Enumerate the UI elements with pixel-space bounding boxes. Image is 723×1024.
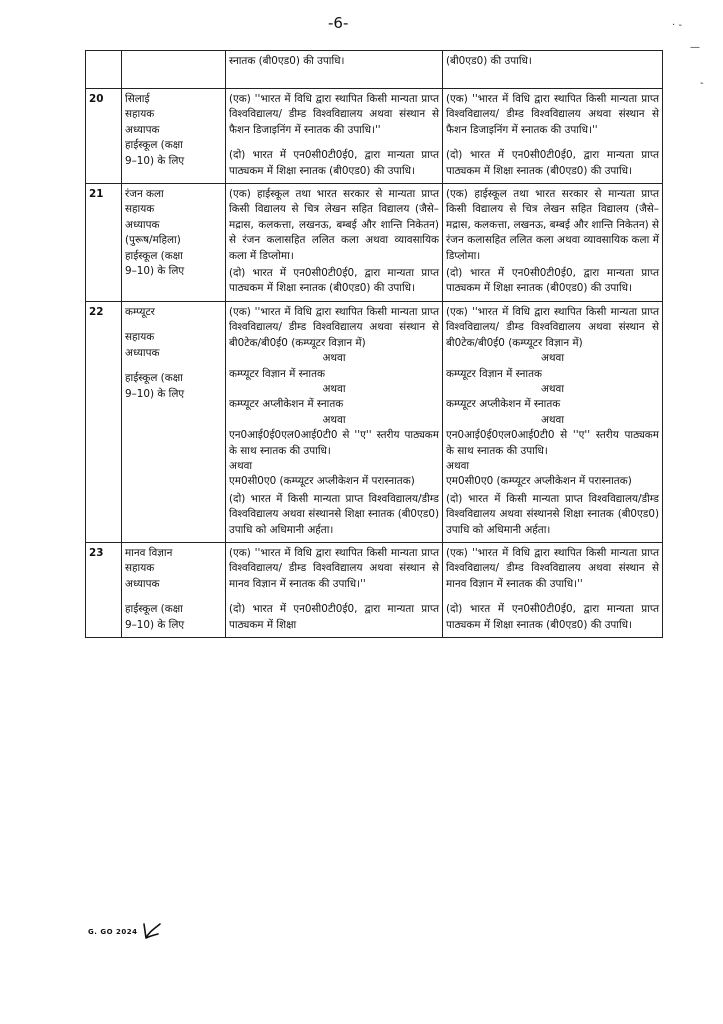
or-separator: अथवा bbox=[322, 382, 346, 395]
or-separator: अथवा bbox=[540, 382, 565, 395]
qualification-text: कम्प्यूटर अप्लीकेशन में स्नातक bbox=[229, 398, 344, 411]
post-line: 9–10) के लिए bbox=[125, 265, 185, 278]
qualification-text: (दो) भारत में किसी मान्यता प्राप्त विश्वविद्यालय/डीम्ड विश्वविद्यालय अथवा संस्थानसे शिक्षा स्नातक (बी0एड0) उपाधि को अधिमानी अर्हता। bbox=[446, 492, 659, 536]
footer-code: G. GO 2024 bbox=[88, 928, 138, 936]
table-row bbox=[86, 184, 663, 302]
qualification-text: (दो) भारत में एन0सी0टी0ई0, द्वारा मान्यता प्राप्त पाठ्यकम में शिक्षा bbox=[229, 603, 439, 631]
qualification-cell bbox=[226, 542, 443, 637]
qualification-text: (एक) ''भारत में विधि द्वारा स्थापित किसी मान्यता प्राप्त विश्वविद्यालय/ डीम्ड विश्वविद्यालय अथवा संस्थान से फैशन डिजाइनिंग में स्नातक की उपाधि।'' bbox=[446, 93, 659, 136]
table-row bbox=[86, 51, 663, 89]
or-separator: अथवा bbox=[446, 459, 470, 472]
post-line: सिलाई bbox=[125, 93, 150, 105]
qualification-text: एम0सी0ए0 (कम्प्यूटर अप्लीकेशन में परास्नातक) bbox=[446, 475, 632, 488]
post-line: सहायक bbox=[125, 331, 155, 344]
table-row bbox=[86, 542, 663, 637]
qualification-text: (दो) भारत में एन0सी0टी0ई0, द्वारा मान्यता प्राप्त पाठ्यकम में शिक्षा स्नातक (बी0एड0) की उपाधि। bbox=[446, 149, 659, 177]
qualification-text: एम0सी0ए0 (कम्प्यूटर अप्लीकेशन में परास्नातक) bbox=[229, 475, 415, 488]
post-line: 9–10) के लिए bbox=[125, 618, 185, 631]
qualification-text: एन0आई0ई0एल0आई0टी0 से ''ए'' स्तरीय पाठ्यकम के साथ स्नातक की उपाधि। bbox=[229, 429, 439, 457]
post-line: हाईस्कूल (कक्षा bbox=[125, 603, 183, 616]
table-row bbox=[86, 301, 663, 542]
page-number: -6- bbox=[328, 14, 349, 32]
qualification-cell bbox=[443, 184, 663, 302]
post-line: अध्यापक bbox=[125, 346, 160, 359]
post-line: अध्यापक bbox=[125, 218, 160, 231]
post-line: (पुरूष/महिला) bbox=[125, 234, 181, 247]
or-separator: अथवा bbox=[540, 352, 565, 365]
post-line: कम्प्यूटर bbox=[125, 305, 155, 318]
qualification-text: (एक) ''भारत में विधि द्वारा स्थापित किसी मान्यता प्राप्त विश्वविद्यालय/ डीम्ड विश्वविद्यालय अथवा संस्थान से फैशन डिजाइनिंग में स्नातक की उपाधि।'' bbox=[229, 93, 439, 136]
post-line: हाईस्कूल (कक्षा bbox=[125, 249, 183, 262]
scan-mark: — bbox=[690, 42, 700, 53]
qualification-text: (दो) भारत में एन0सी0टी0ई0, द्वारा मान्यता प्राप्त पाठ्यकम में शिक्षा स्नातक (बी0एड0) की उपाधि। bbox=[446, 603, 659, 631]
qualification-text: (एक) ''भारत में विधि द्वारा स्थापित किसी मान्यता प्राप्त विश्वविद्यालय/ डीम्ड विश्वविद्यालय अथवा संस्थान से मानव विज्ञान में स्नातक की उपाधि।'' bbox=[446, 546, 659, 590]
qualification-cell bbox=[226, 89, 443, 184]
post-cell bbox=[122, 89, 226, 184]
qualification-cell bbox=[226, 184, 443, 302]
or-separator: अथवा bbox=[322, 352, 346, 365]
post-cell bbox=[122, 51, 226, 89]
scan-mark: · - bbox=[672, 20, 682, 31]
qualification-text: (एक) ''भारत में विधि द्वारा स्थापित किसी मान्यता प्राप्त विश्वविद्यालय/ डीम्ड विश्वविद्यालय अथवा संस्थान से बी0टेक/बी0ई0 (कम्प्यूटर विज्ञान में) bbox=[446, 305, 659, 349]
post-line: सहायक bbox=[125, 562, 155, 575]
or-separator: अथवा bbox=[229, 459, 253, 472]
qualification-cell bbox=[226, 51, 443, 89]
post-line: सहायक bbox=[125, 203, 155, 216]
qualification-table bbox=[85, 50, 663, 638]
qualification-cell bbox=[443, 51, 663, 89]
qualification-text: (दो) भारत में किसी मान्यता प्राप्त विश्वविद्यालय/डीम्ड विश्वविद्यालय अथवा संस्थानसे शिक्षा स्नातक (बी0एड0) उपाधि को अधिमानी अर्हता। bbox=[229, 492, 439, 536]
qualification-text: (एक) ''भारत में विधि द्वारा स्थापित किसी मान्यता प्राप्त विश्वविद्यालय/ डीम्ड विश्वविद्यालय अथवा संस्थान से मानव विज्ञान में स्नातक की उपाधि।'' bbox=[229, 546, 439, 590]
post-line: 9–10) के लिए bbox=[125, 154, 185, 167]
post-line: अध्यापक bbox=[125, 123, 160, 136]
scan-mark: - bbox=[700, 78, 704, 89]
qualification-text: कम्प्यूटर विज्ञान में स्नातक bbox=[229, 367, 325, 380]
serial-number-cell: 21 bbox=[86, 184, 122, 302]
qualification-cell bbox=[443, 301, 663, 542]
qualification-cell bbox=[443, 89, 663, 184]
or-separator: अथवा bbox=[540, 413, 565, 426]
qualification-text: (एक) ''भारत में विधि द्वारा स्थापित किसी मान्यता प्राप्त विश्वविद्यालय/ डीम्ड विश्वविद्यालय अथवा संस्थान से बी0टेक/बी0ई0 (कम्प्यूटर विज्ञान में) bbox=[229, 305, 439, 349]
qualification-text: (दो) भारत में एन0सी0टी0ई0, द्वारा मान्यता प्राप्त पाठ्यकम में शिक्षा स्नातक (बी0एड0) की उपाधि। bbox=[229, 267, 439, 295]
qualification-text: कम्प्यूटर अप्लीकेशन में स्नातक bbox=[446, 398, 561, 411]
serial-number-cell: 23 bbox=[86, 542, 122, 637]
qualification-text: (एक) हाईस्कूल तथा भारत सरकार से मान्यता प्राप्त किसी विद्यालय से चित्र लेखन सहित विद्यालय (जैसे–मद्रास, कलकत्ता, लखनऊ, बम्बई और शान्ति निकेतन) से रंजन कलासहित ललित कला अथवा व्यावसायिक कला में डिप्लोमा। bbox=[446, 188, 659, 262]
post-line: मानव विज्ञान bbox=[125, 546, 173, 559]
qualification-cell bbox=[443, 542, 663, 637]
qualification-text: (दो) भारत में एन0सी0टी0ई0, द्वारा मान्यता प्राप्त पाठ्यकम में शिक्षा स्नातक (बी0एड0) की उपाधि। bbox=[229, 149, 439, 177]
qualification-text: कम्प्यूटर विज्ञान में स्नातक bbox=[446, 367, 542, 380]
or-separator: अथवा bbox=[322, 413, 346, 426]
qualification-text: (दो) भारत में एन0सी0टी0ई0, द्वारा मान्यता प्राप्त पाठ्यकम में शिक्षा स्नातक (बी0एड0) की उपाधि। bbox=[446, 267, 659, 295]
post-line: हाईस्कूल (कक्षा bbox=[125, 139, 183, 152]
post-line: अध्यापक bbox=[125, 577, 160, 590]
post-line: सहायक bbox=[125, 108, 155, 121]
signature-icon bbox=[140, 920, 166, 942]
serial-number-cell: 20 bbox=[86, 89, 122, 184]
serial-number-cell: 22 bbox=[86, 301, 122, 542]
serial-number-cell bbox=[86, 51, 122, 89]
qualification-text: (बी0एड0) की उपाधि। bbox=[446, 55, 532, 67]
qualification-cell bbox=[226, 301, 443, 542]
post-cell bbox=[122, 542, 226, 637]
post-line: रंजन कला bbox=[125, 188, 164, 201]
qualification-text: स्नातक (बी0एड0) की उपाधि। bbox=[229, 55, 345, 67]
qualification-text: एन0आई0ई0एल0आई0टी0 से ''ए'' स्तरीय पाठ्यकम के साथ स्नातक की उपाधि। bbox=[446, 429, 659, 457]
qualification-text: (एक) हाईस्कूल तथा भारत सरकार से मान्यता प्राप्त किसी विद्यालय से चित्र लेखन सहित विद्यालय (जैसे–मद्रास, कलकत्ता, लखनऊ, बम्बई और शान्ति निकेतन) से रंजन कलासहित ललित कला अथवा व्यावसायिक कला में डिप्लोमा। bbox=[229, 188, 439, 262]
table-row bbox=[86, 89, 663, 184]
post-line: 9–10) के लिए bbox=[125, 387, 185, 400]
post-cell bbox=[122, 301, 226, 542]
post-line: हाईस्कूल (कक्षा bbox=[125, 372, 183, 385]
post-cell bbox=[122, 184, 226, 302]
